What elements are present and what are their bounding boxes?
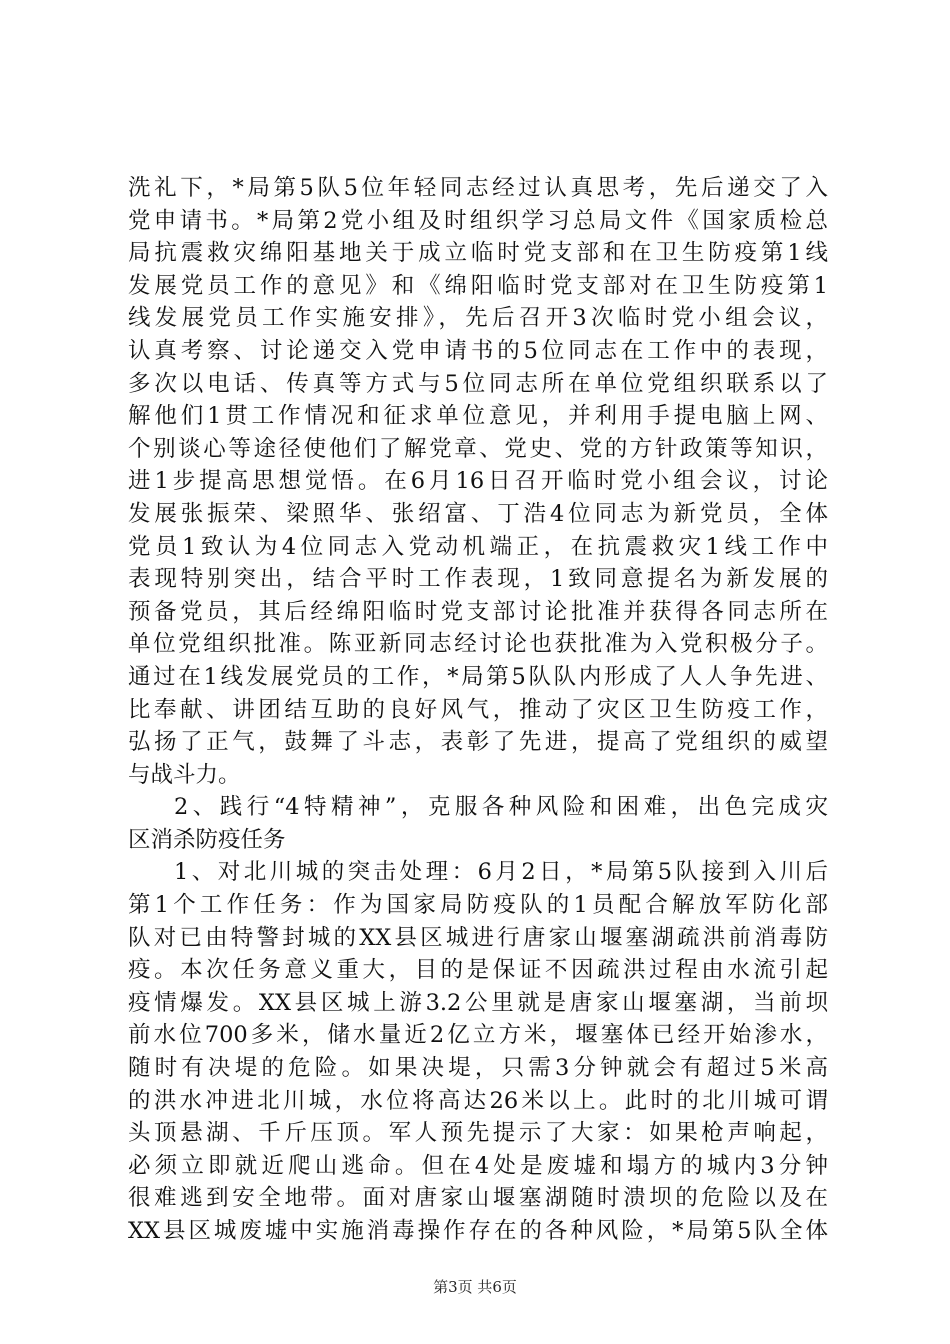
text-line: 必须立即就近爬山逃命。但在4处是废墟和塌方的城内3分钟 bbox=[128, 1152, 828, 1179]
text-line: 多次以电话、传真等方式与5位同志所在单位党组织联系以了 bbox=[128, 370, 828, 397]
text-line: 预备党员，其后经绵阳临时党支部讨论批准并获得各同志所在 bbox=[128, 598, 828, 625]
text-line: 弘扬了正气，鼓舞了斗志，表彰了先进，提高了党组织的威望 bbox=[128, 729, 828, 756]
text-line: 洗礼下，*局第5队5位年轻同志经过认真思考，先后递交了入 bbox=[128, 175, 828, 201]
text-line: 线发展党员工作实施安排》，先后召开3次临时党小组会议， bbox=[128, 305, 828, 332]
page-number-footer: 第3页 共6页 bbox=[433, 1278, 517, 1296]
text-line: 队对已由特警封城的XX县区城进行唐家山堰塞湖疏洪前消毒防 bbox=[128, 924, 828, 951]
section-heading-line: 区消杀防疫任务 bbox=[128, 826, 286, 853]
body-text bbox=[128, 172, 828, 1248]
section-heading-line: 2、践行“4特精神”，克服各种风险和困难，出色完成灾 bbox=[174, 794, 828, 821]
text-line: 头顶悬湖、千斤压顶。军人预先提示了大家：如果枪声响起， bbox=[128, 1120, 828, 1147]
text-line: XX县区城废墟中实施消毒操作存在的各种风险，*局第5队全体 bbox=[128, 1218, 828, 1244]
text-line: 发展党员工作的意见》和《绵阳临时党支部对在卫生防疫第1 bbox=[128, 272, 828, 299]
text-line: 发展张振荣、梁照华、张绍富、丁浩4位同志为新党员，全体 bbox=[128, 500, 828, 527]
text-line: 第1个工作任务：作为国家局防疫队的1员配合解放军防化部 bbox=[128, 892, 828, 919]
text-line: 党员1致认为4位同志入党动机端正，在抗震救灾1线工作中 bbox=[128, 533, 828, 560]
text-line: 疫。本次任务意义重大，目的是保证不因疏洪过程由水流引起 bbox=[128, 957, 828, 984]
text-line: 疫情爆发。XX县区城上游3.2公里就是唐家山堰塞湖，当前坝 bbox=[128, 989, 828, 1016]
text-line: 局抗震救灾绵阳基地关于成立临时党支部和在卫生防疫第1线 bbox=[128, 240, 828, 267]
text-line: 的洪水冲进北川城，水位将高达26米以上。此时的北川城可谓 bbox=[128, 1087, 828, 1114]
text-line: 通过在1线发展党员的工作，*局第5队队内形成了人人争先进、 bbox=[128, 663, 828, 690]
text-line: 比奉献、讲团结互助的良好风气，推动了灾区卫生防疫工作， bbox=[128, 696, 828, 723]
text-line: 表现特别突出，结合平时工作表现，1致同意提名为新发展的 bbox=[128, 566, 828, 593]
text-line: 随时有决堤的危险。如果决堤，只需3分钟就会有超过5米高 bbox=[128, 1055, 828, 1082]
text-line: 单位党组织批准。陈亚新同志经讨论也获批准为入党积极分子。 bbox=[128, 631, 828, 658]
text-line: 进1步提高思想觉悟。在6月16日召开临时党小组会议，讨论 bbox=[128, 468, 828, 495]
text-line: 1、对北川城的突击处理：6月2日，*局第5队接到入川后 bbox=[174, 859, 828, 886]
text-line: 与战斗力。 bbox=[128, 761, 241, 788]
text-line: 党申请书。*局第2党小组及时组织学习总局文件《国家质检总 bbox=[128, 207, 828, 234]
text-line: 很难逃到安全地带。面对唐家山堰塞湖随时溃坝的危险以及在 bbox=[128, 1185, 828, 1212]
text-line: 前水位700多米，储水量近2亿立方米，堰塞体已经开始渗水， bbox=[128, 1022, 828, 1049]
text-line: 认真考察、讨论递交入党申请书的5位同志在工作中的表现， bbox=[128, 337, 828, 364]
text-line: 个别谈心等途径使他们了解党章、党史、党的方针政策等知识， bbox=[128, 435, 828, 462]
text-line: 解他们1贯工作情况和征求单位意见，并利用手提电脑上网、 bbox=[128, 403, 828, 430]
